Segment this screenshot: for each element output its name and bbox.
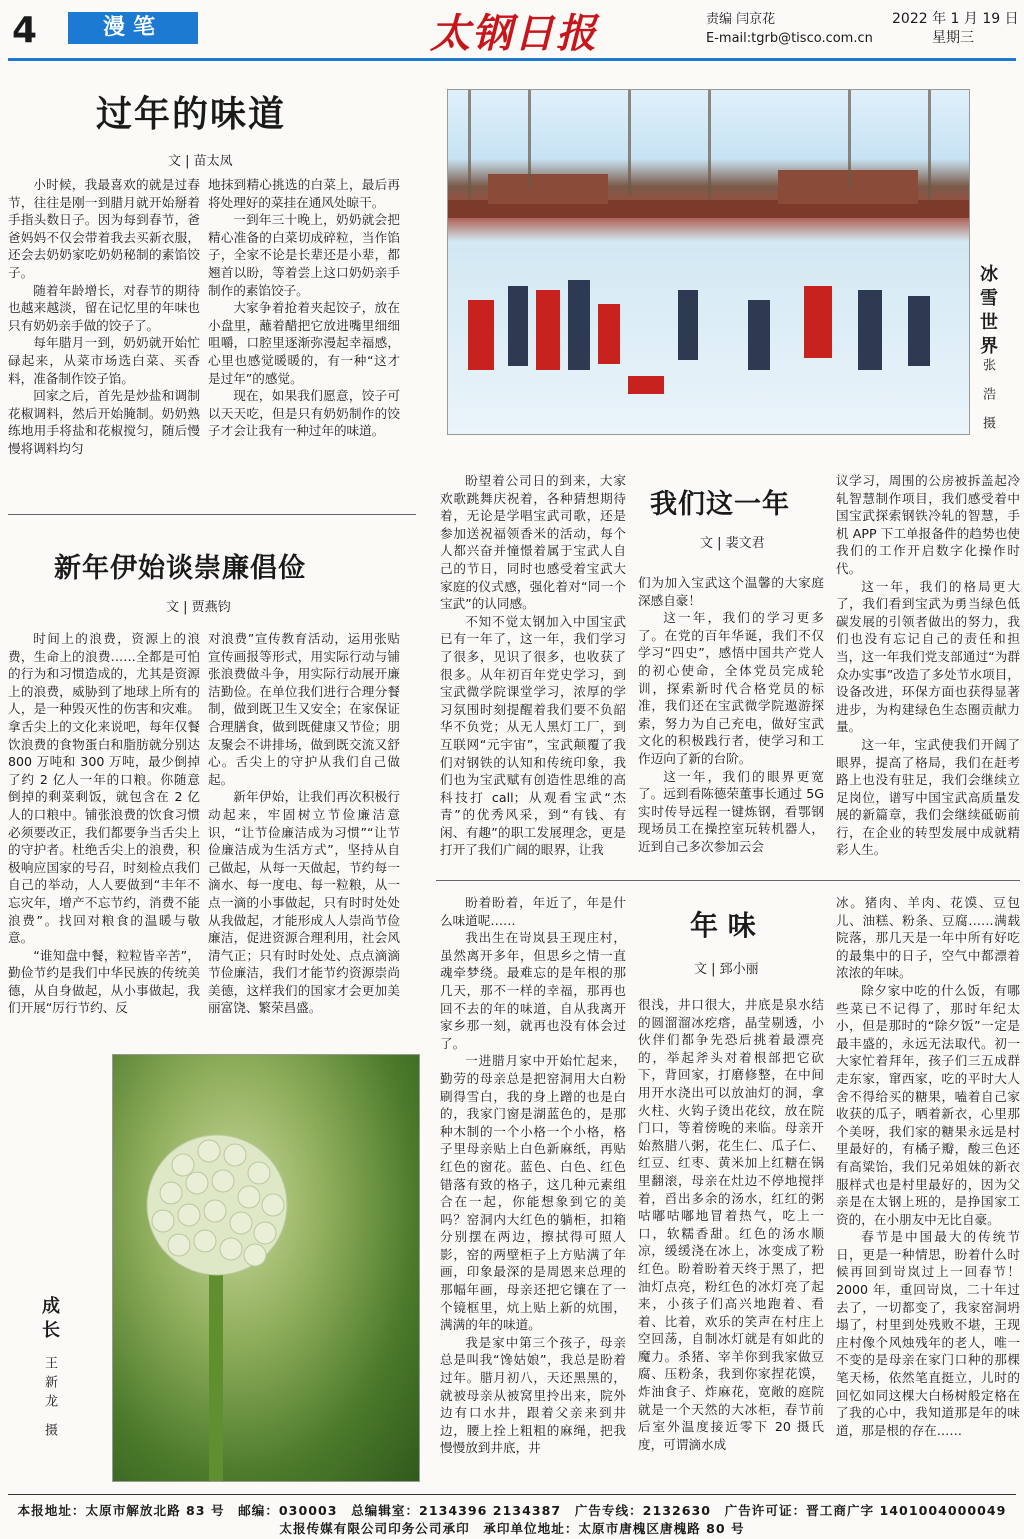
article2-title: 新年伊始谈崇廉倡俭 <box>54 553 306 584</box>
article4-col3 <box>836 894 1020 1484</box>
paragraph: 议学习，周围的公房被拆盖起冷轧智慧制作项目，我们感受着中国宝武探索钢铁冷轧的智慧，手机 APP 下工单报备件的趋势也使我们的工作开启数字化操作时代。 <box>836 473 1020 576</box>
paragraph: 一进腊月家中开始忙起来，勤劳的母亲总是把窑洞用大白粉刷得雪白，我的身上蹭的也是白的，我家门窗是湖蓝色的，是那种木制的一个小格一个小格，格子里母亲贴上白色新麻纸，再贴红色的窗花。蓝色、白色、红色错落有致的格子，这几种元素组合在一起，你能想象到它的美吗？窑洞内大红色的躺柜，扣箱分别摆在两边，擦拭得可照人影，窑的两壁柜子上方贴满了年画，印象最深的是周恩来总理的那幅年画，母亲还把它镶在了一个镜框里，炕上贴上新的炕围，满满的年的味道。 <box>440 1053 626 1333</box>
paragraph: 盼着盼着，年近了，年是什么味道呢…… <box>440 895 626 928</box>
article4-col1 <box>440 894 626 1484</box>
article4-byline: 文 | 郅小丽 <box>694 962 759 977</box>
photo2-credit: 王新龙 摄 <box>42 1356 57 1443</box>
paragraph: 这一年，宝武使我们开阔了眼界，提高了格局，我们在赶考路上也没有驻足，我们会继续立足岗位，谱写中国宝武高质量发展的新篇章，我们会继续砥砺前行，在企业的转型发展中成就精彩人生。 <box>836 736 1020 858</box>
footer-line2: 太报传媒有限公司印务公司承印 承印单位地址：太原市唐槐区唐槐路 80 号 <box>279 1521 745 1536</box>
email-line: E-mail:tgrb@tisco.com.cn <box>706 31 873 46</box>
paragraph: 我是家中第三个孩子，母亲总是叫我“馋姑娘”，我总是盼着过年。腊月初八，天还黑黑的，就被母亲从被窝里拎出来，院外边有口水井，跟着父亲来到井边，腰上拴上粗粗的麻绳，把我慢慢放到井底，井 <box>440 1334 626 1456</box>
article3-col2 <box>638 574 824 872</box>
photo1-credit: 张 浩 摄 <box>980 358 995 436</box>
article2-col1 <box>8 630 200 1040</box>
paragraph: 小时候，我最喜欢的就是过春节，往往是刚一到腊月就开始掰着手指头数日子。因为每到春节，爸爸妈妈不仅会带着我去买新衣服，还会去奶奶家吃奶奶秘制的素馅饺子。 <box>8 177 200 280</box>
footer-line1: 本报地址：太原市解放北路 83 号 邮编：030003 总编辑室：2134396 2134387 广告专线：2132630 广告许可证：晋工商广字 1401004000049 <box>17 1503 1007 1518</box>
paragraph: 随着年龄增长，对春节的期待也越来越淡，留在记忆里的年味也只有奶奶亲手做的饺子了。 <box>8 282 200 333</box>
footer-rule <box>8 1494 1016 1495</box>
issue-date <box>892 10 1019 48</box>
ice-rink-illustration <box>448 90 969 434</box>
article1-col1 <box>8 176 200 492</box>
paragraph: 时间上的浪费，资源上的浪费，生命上的浪费……全都是可怕的行为和习惯造成的，尤其是资源上的浪费，威胁到了地球上所有的人，是一种毁灭性的伤害和灾难。拿舌尖上的文化来说吧，每年仅餐饮浪费的食物蛋白和脂肪就分别达 800 万吨和 300 万吨，最少倒掉了约 2 亿人一年的口粮。你随意倒掉的剩菜剩饭，就包含在 2 亿人的口粮中。铺张浪费的饮食习惯必须要改正，我们都要争当舌尖上的守护者。杜绝舌尖上的浪费，积极响应国家的号召，时刻检点我们自己的举动，人人要做到“丰年不忘灾年，增产不忘节约，消费不能浪费”。找回对粮食的温暖与敬意。 <box>8 631 200 946</box>
paragraph: 不知不觉太钢加入中国宝武已有一年了，这一年，我们学习了很多，见识了很多，也收获了很多。从年初百年党史学习，到宝武微学院课堂学习，浓厚的学习氛围时刻提醒着我们要不负韶华不负党；从无人黑灯工厂，到互联网“元宇宙”，宝武颠覆了我们对钢铁的认知和传统印象，我们也为宝武赋有创造性思维的高科技打 call；从观看宝武“杰青”的优秀风采，到“有钱、有闲、有趣”的职工发展理念，更是打开了我们广阔的眼界，让我 <box>440 613 626 858</box>
paragraph: 这一年，我们的学习更多了。在党的百年华诞，我们不仅学习“四史”，感悟中国共产党人的初心使命，全体党员完成轮训，探索新时代合格党员的标准，我们还在宝武微学院遨游探索，努力为自己充电，做好宝武文化的积极践行者，使学习和工作迈向了新的台阶。 <box>638 610 824 766</box>
article1-byline: 文 | 苗太凤 <box>168 154 233 169</box>
paragraph: 地抹到精心挑选的白菜上，最后再将处理好的菜挂在通风处晾干。 <box>208 177 400 210</box>
editor-line: 责编 闫京花 <box>706 12 776 27</box>
photo1-caption: 冰雪世界 <box>977 264 998 360</box>
article4-col2 <box>638 996 824 1484</box>
header-rule <box>8 58 1016 61</box>
editor-info <box>706 10 873 48</box>
article2-byline: 文 | 贾燕钧 <box>166 600 231 615</box>
paragraph: 这一年，我们的眼界更宽了。远到看陈德荣董事长通过 5G 实时传导远程一键炼钢，看鄂钢现场员工在操控室玩转机器人，近到自己多次参加云会 <box>638 768 824 854</box>
paragraph: 一到年三十晚上，奶奶就会把精心准备的白菜切成碎粒，当作馅子，全家不论是长辈还是小辈，都翘首以盼，等着尝上这口奶奶亲手制作的素馅饺子。 <box>208 212 400 298</box>
photo2-caption: 成长 <box>39 1296 60 1344</box>
paragraph: 每年腊月一到，奶奶就开始忙碌起来，从菜市场选白菜、买香料，准备制作饺子馅。 <box>8 335 200 386</box>
article2-col2 <box>208 630 400 1040</box>
divider <box>436 880 1020 881</box>
masthead: 太钢日报 <box>430 10 598 57</box>
divider <box>8 514 416 515</box>
paragraph: 冰。猪肉、羊肉、花馍、豆包儿、油糕、粉条、豆腐……满载院落，那几天是一年中所有好吃的最集中的日子，空气中都漂着浓浓的年味。 <box>836 895 1020 981</box>
paragraph: 很浅，井口很大，井底是泉水结的圆溜溜冰疙瘩，晶莹剔透，小伙伴们都争先恐后挑着最漂亮的，举起斧头对着根部把它砍下，背回家，打磨修整，在中间用开水浇出可以放油灯的洞，拿火柱、火钩子烫出花纹，放在院门口，等着傍晚的来临。母亲开始熬腊八粥，花生仁、瓜子仁、红豆、红枣、黄米加上红糖在锅里翻滚，母亲在灶边不停地搅拌着，舀出多余的汤水，红红的粥咕嘟咕嘟地冒着热气，吃上一口，软糯香甜。红色的汤水顺凉，缓缓浇在冰上，冰变成了粉红色。盼着盼着天终于黑了，把油灯点亮，粉红色的冰灯亮了起来，小孩子们高兴地跑着、看着、比着，欢乐的笑声在村庄上空回荡，自制冰灯就是有如此的魔力。杀猪、宰羊你到我家做豆腐、压粉条，我到你家捏花馍，炸油食子、炸麻花，宽敞的庭院就是一个天然的大冰柜，春节前后室外温度接近零下 20 摄氏度，可谓滴水成 <box>638 997 824 1452</box>
paragraph: 回家之后，首先是炒盐和调制花椒调料，然后开始腌制。奶奶熟练地用手将盐和花椒搅匀，随后慢慢将调料均匀 <box>8 388 200 456</box>
paragraph: 我出生在岢岚县王现庄村，虽然离开多年，但思乡之情一直魂牵梦绕。最难忘的是年根的那几天，那不一样的幸福，那再也回不去的年的味道，自从我离开家乡那一刻，就再也没有体会过了。 <box>440 930 626 1051</box>
article3-byline: 文 | 裴文君 <box>700 536 765 551</box>
article1-col2 <box>208 176 400 492</box>
paragraph: 春节是中国最大的传统节日，更是一种情思，盼着什么时候再回到岢岚过上一回春节！2000 年，重回岢岚，二十年过去了，一切都变了，我家窑洞坍塌了，村里到处残败不堪，王现庄村像个风烛残年的老人，唯一不变的是母亲在家门口种的那棵笔天杨，依然笔直挺立，儿时的回忆如同这棵大白杨树般定格在了我的心中，我知道那是年的味道，那是根的存在…… <box>836 1229 1020 1438</box>
article3-title: 我们这一年 <box>650 489 790 520</box>
paragraph: 这一年，我们的格局更大了，我们看到宝武为勇当绿色低碳发展的引领者做出的努力，我们也没有忘记自己的责任和担当，这一年我们党支部通过“为群众办实事”改造了多处节水项目，设备改进，环保方面也获得显著进步，为构建绿色生态圈贡献力量。 <box>836 578 1020 735</box>
date-line: 2022 年 1 月 19 日 <box>892 11 1019 27</box>
paragraph: 除夕家中吃的什么饭，有哪些菜已不记得了，那时年纪太小，但是那时的“除夕饭”一定是最丰盛的，永远无法取代。初一大家忙着拜年，孩子们三五成群走东家，窜西家，吃的平时大人舍不得给买的糖果，嗑着自己家收获的瓜子，晒着新衣，心里那个美呀，我们家的糖果永远是村里最好的，有橘子瓣，酸三色还有高粱饴，我们兄弟姐妹的新衣服样式也是村里最好的，因为父亲是在太钢上班的，是挣国家工资的，在小朋友中无比自豪。 <box>836 982 1020 1227</box>
paragraph: 盼望着公司日的到来，大家欢歌跳舞庆祝着，各种猜想期待着，无论是学唱宝武司歌，还是参加送祝福领香米的活动，每个人都兴奋并憧憬着属于宝武人自己的节日，同时也感受着宝武大家庭的仪式感，强化着对“同一个宝武”的认同感。 <box>440 473 626 612</box>
paragraph: 对浪费”宣传教育活动，运用张贴宣传画报等形式，用实际行动与铺张浪费做斗争，用实际行动展开廉洁勤俭。在单位我们进行合理分餐制，做到既卫生又安全；在家保证合理膳食，做到既健康又节俭；朋友聚会不讲排场，做到既交流又舒心。舌尖上的守护从我们自己做起。 <box>208 631 400 787</box>
paragraph: 新年伊始，让我们再次积极行动起来，牢固树立节俭廉洁意识，“让节俭廉洁成为习惯”“让节俭廉洁成为生活方式”，坚持从自己做起，从每一天做起，节约每一滴水、每一度电、每一粒粮，从一点一滴的小事做起，只有时时处处从我做起，才能形成人人崇尚节俭廉洁，促进资源合理利用，社会风清气正；只有时时处处、点点滴滴节俭廉洁，我们才能节约资源崇尚美德，这样我们的国家才会更加美丽富饶、繁荣昌盛。 <box>208 789 400 1016</box>
article3-col1 <box>440 472 626 872</box>
paragraph: 大家争着抢着夹起饺子，放在小盘里，蘸着醋把它放进嘴里细细咀嚼，口腔里逐渐弥漫起幸福感，心里也感觉暖暖的，有一种“这才是过年”的感觉。 <box>208 300 400 386</box>
ice-world-photo <box>447 89 970 435</box>
article4-title: 年 味 <box>690 909 756 942</box>
section-label: 漫笔 <box>68 12 198 44</box>
article1-title: 过年的味道 <box>96 94 287 135</box>
paragraph: 们为加入宝武这个温馨的大家庭深感自豪！ <box>638 575 824 608</box>
article3-col3 <box>836 472 1020 872</box>
allium-flower-illustration <box>113 1055 419 1481</box>
paragraph: “谁知盘中餐，粒粒皆辛苦”，勤俭节约是我们中华民族的传统美德，从自身做起，从小事做起，我们开展“厉行节约、反 <box>8 947 200 1016</box>
paragraph: 现在，如果我们愿意，饺子可以天天吃，但是只有奶奶制作的饺子才会让我有一种过年的味道。 <box>208 388 400 439</box>
weekday-line: 星期三 <box>932 30 974 46</box>
page-number: 4 <box>12 10 38 51</box>
growth-photo <box>112 1054 420 1482</box>
